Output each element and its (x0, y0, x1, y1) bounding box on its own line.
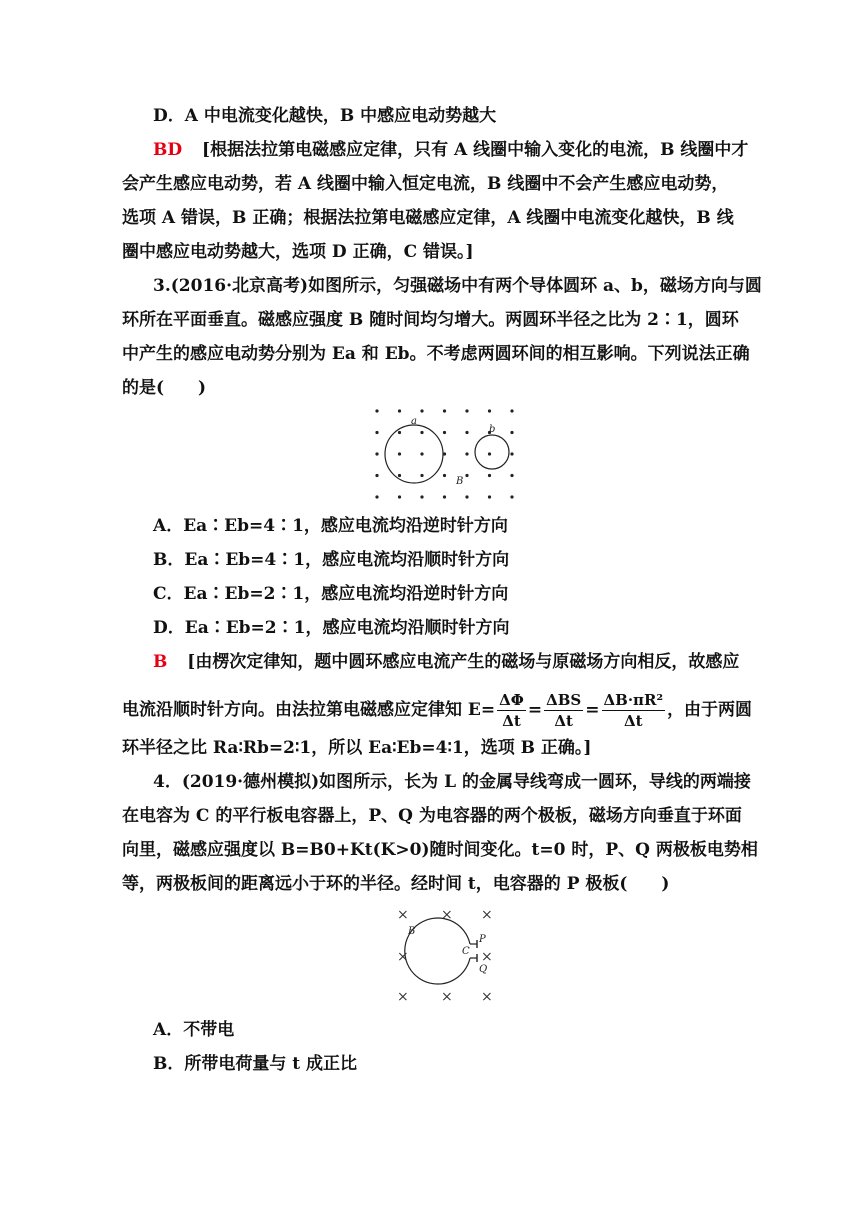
fraction-bpir (602, 690, 666, 731)
field-dot (375, 452, 378, 455)
q3-answer-line (153, 650, 739, 674)
label-C: C (462, 946, 470, 957)
q3-answer: B (153, 652, 168, 672)
field-cross: × (397, 949, 409, 965)
field-dot (420, 452, 423, 455)
q3-stem-2: 环所在平面垂直。磁感应强度 B 随时间均匀增大。两圆环半径之比为 2∶1，圆环 (122, 310, 739, 330)
field-dot (420, 431, 423, 434)
field-dot (398, 495, 401, 498)
field-dot (443, 474, 446, 477)
q2-explain-4: 圈中感应电动势越大，选项 D 正确，C 错误。] (122, 242, 474, 262)
field-dot (510, 474, 513, 477)
q2-explain-2: 会产生感应电动势，若 A 线圈中输入恒定电流，B 线圈中不会产生感应电动势， (122, 174, 729, 194)
q3-stem-3: 中产生的感应电动势分别为 Ea 和 Eb。不考虑两圆环间的相互影响。下列说法正确 (122, 344, 750, 364)
q3-option-b: B．Ea∶Eb=4∶1，感应电流均沿顺时针方向 (153, 550, 510, 570)
label-Q: Q (479, 964, 488, 975)
ring-b (475, 435, 509, 469)
magnetic-field-dots (375, 409, 513, 498)
field-dot (443, 431, 446, 434)
field-dot (488, 495, 491, 498)
q3-explain-1: [由楞次定律知，题中圆环感应电流产生的磁场与原磁场方向相反，故感应 (187, 652, 740, 672)
label-B: B (408, 926, 416, 937)
field-dot (510, 495, 513, 498)
q4-stem-1: 4．(2019·德州模拟)如图所示，长为 L 的金属导线弯成一圆环，导线的两端接 (153, 772, 751, 792)
field-dot (398, 474, 401, 477)
field-dot (510, 452, 513, 455)
q3-figure (362, 402, 532, 508)
q4-stem-4: 等，两极板间的距离远小于环的半径。经时间 t，电容器的 P 极板( ) (122, 874, 670, 894)
fraction-bpir-den: Δt (623, 712, 643, 730)
field-dot (510, 431, 513, 434)
field-dot (398, 431, 401, 434)
fraction-phi-den: Δt (502, 712, 521, 730)
field-dot (488, 474, 491, 477)
q2-answer: BD (153, 140, 183, 160)
fraction-phi (497, 690, 526, 731)
field-cross: × (481, 907, 493, 923)
field-dot (465, 452, 468, 455)
field-cross: × (441, 907, 453, 923)
q3-stem-4: 的是( ) (122, 378, 207, 398)
label-b: b (489, 424, 496, 435)
q4-figure (390, 902, 500, 1006)
field-cross: × (397, 989, 409, 1005)
magnetic-field-crosses (397, 907, 493, 1005)
q2-option-d: D．A 中电流变化越快，B 中感应电动势越大 (153, 106, 497, 126)
fraction-bpir-num: ΔB·πR² (603, 691, 664, 709)
field-dot (465, 409, 468, 412)
fraction-phi-num: ΔΦ (499, 691, 524, 709)
field-cross: × (481, 989, 493, 1005)
q4-stem-3: 向里，磁感应强度以 B=B0+Kt(K>0)随时间变化。t=0 时，P、Q 两极板电势相 (122, 840, 758, 860)
q3-option-c: C．Ea∶Eb=2∶1，感应电流均沿逆时针方向 (153, 584, 509, 604)
field-cross: × (441, 989, 453, 1005)
q2-explain-3: 选项 A 错误，B 正确；根据法拉第电磁感应定律，A 线圈中电流变化越快，B 线 (122, 208, 734, 228)
field-dot (375, 474, 378, 477)
field-cross: × (481, 949, 493, 965)
q2-answer-line (153, 138, 748, 162)
q3-explain-2-text: 电流沿顺时针方向。由法拉第电磁感应定律知 E= (122, 700, 496, 720)
ring-a (385, 425, 443, 483)
label-a: a (411, 416, 417, 427)
q3-option-a: A．Ea∶Eb=4∶1，感应电流均沿逆时针方向 (153, 516, 508, 536)
q4-option-a: A．不带电 (153, 1020, 235, 1040)
label-B: B (456, 476, 464, 487)
label-P: P (479, 934, 486, 945)
field-dot (510, 409, 513, 412)
field-dot (398, 452, 401, 455)
q4-stem-2: 在电容为 C 的平行板电容器上，P、Q 为电容器的两个极板，磁场方向垂直于环面 (122, 806, 742, 826)
q2-explain-1: [根据法拉第电磁感应定律，只有 A 线圈中输入变化的电流，B 线圈中才 (202, 140, 749, 160)
fraction-bs-den: Δt (554, 712, 573, 730)
q4-option-b: B．所带电荷量与 t 成正比 (153, 1054, 358, 1074)
field-dot (488, 409, 491, 412)
field-dot (443, 409, 446, 412)
field-dot (465, 495, 468, 498)
field-dot (398, 409, 401, 412)
field-dot (420, 474, 423, 477)
field-dot (443, 495, 446, 498)
q3-explain-2: 电流沿顺时针方向。由法拉第电磁感应定律知 E= $\frac{\Delta\Phi}{\Delta t}$ = $\frac{\text{ΔBS}}{\Delta t}$ = $\frac{\text{ΔB·πR²}}{\Delta t}$ ，由于两圆 (122, 691, 753, 730)
fraction-bs-num: ΔBS (546, 691, 582, 709)
field-dot (375, 409, 378, 412)
field-cross: × (397, 907, 409, 923)
field-dot (375, 431, 378, 434)
field-dot (420, 495, 423, 498)
q3-explain-3: 环半径之比 Ra∶Rb=2∶1，所以 Ea∶Eb=4∶1，选项 B 正确。] (122, 738, 592, 758)
field-dot (488, 452, 491, 455)
field-dot (465, 474, 468, 477)
field-dot (375, 495, 378, 498)
q3-explain-2-suffix: ，由于两圆 (667, 700, 753, 720)
fraction-bs (544, 690, 583, 731)
q3-stem-1: 3.(2016·北京高考)如图所示，匀强磁场中有两个导体圆环 a、b，磁场方向与圆 (153, 276, 762, 296)
q3-option-d: D．Ea∶Eb=2∶1，感应电流均沿顺时针方向 (153, 618, 510, 638)
field-dot (465, 431, 468, 434)
field-dot (420, 409, 423, 412)
